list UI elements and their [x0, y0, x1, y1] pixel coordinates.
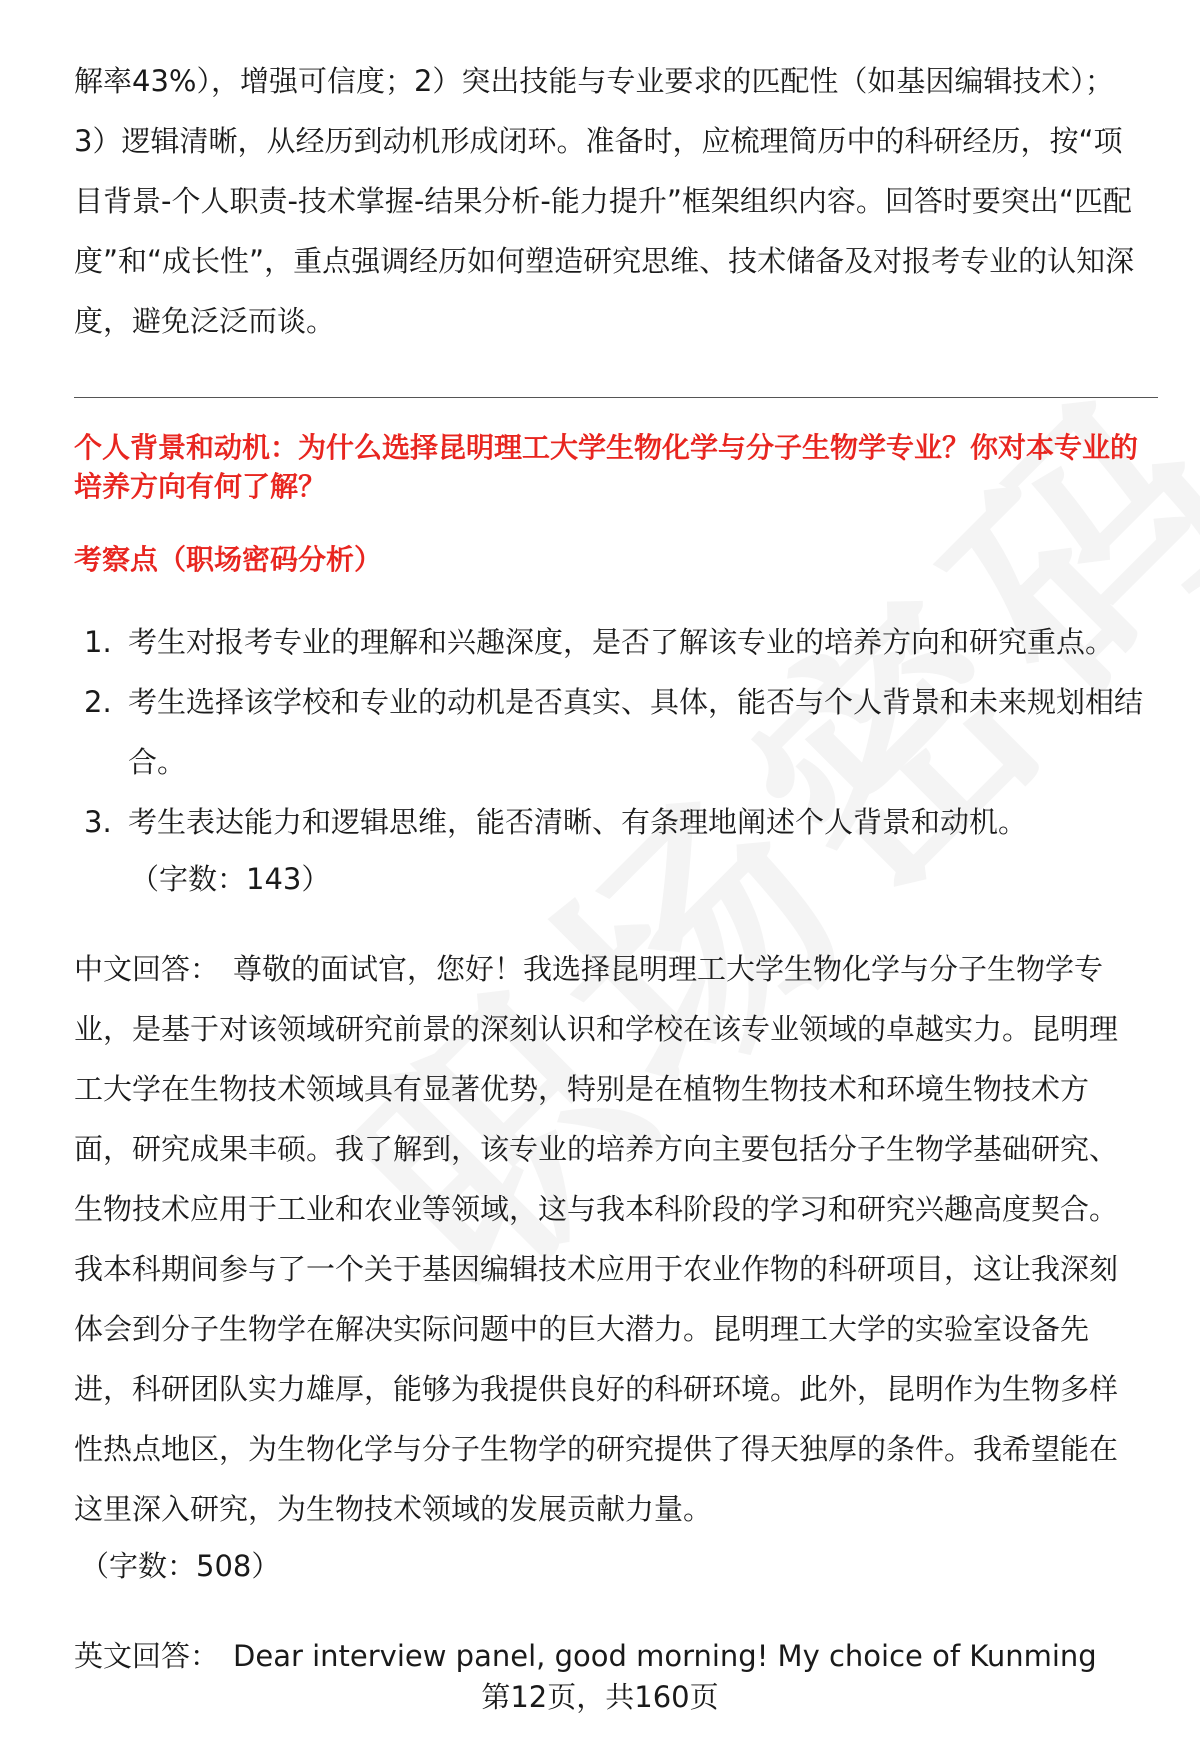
point-number: 2. — [84, 685, 112, 719]
page-footer: 第12页，共160页 — [481, 1680, 719, 1714]
question-heading: 个人背景和动机：为什么选择昆明理工大学生物化学与分子生物学专业？你对本专业的培养方向有何了解？ — [74, 431, 1139, 503]
english-answer-label: 英文回答： — [74, 1639, 220, 1673]
chinese-answer-label: 中文回答： — [74, 952, 220, 986]
point-number: 3. — [84, 805, 112, 839]
assessment-heading: 考察点（职场密码分析） — [74, 543, 383, 576]
assessment-point — [74, 672, 1158, 792]
assessment-word-count: （字数：143） — [130, 862, 331, 896]
point-number: 1. — [84, 625, 112, 659]
english-answer-text: Dear interview panel, good morning! My choice of Kunming — [233, 1639, 1097, 1673]
point-text: 考生对报考专业的理解和兴趣深度，是否了解该专业的培养方向和研究重点。 — [128, 625, 1115, 659]
point-text: 考生选择该学校和专业的动机是否真实、具体，能否与个人背景和未来规划相结合。 — [128, 685, 1144, 779]
chinese-answer — [74, 939, 1144, 1539]
assessment-points — [74, 612, 1158, 852]
point-text: 考生表达能力和逻辑思维，能否清晰、有条理地阐述个人背景和动机。 — [128, 805, 1028, 839]
top-paragraph: 解率43%），增强可信度；2）突出技能与专业要求的匹配性（如基因编辑技术）；3）逻辑清晰，从经历到动机形成闭环。准备时，应梳理简历中的科研经历，按“项目背景-个人职责-技术掌握-结果分析-能力提升”框架组织内容。回答时要突出“匹配度”和“成长性”，重点强调经历如何塑造研究思维、技术储备及对报考专业的认知深度，避免泛泛而谈。 — [74, 64, 1135, 338]
assessment-point — [74, 612, 1158, 672]
chinese-answer-text: 尊敬的面试官，您好！我选择昆明理工大学生物化学与分子生物学专业，是基于对该领域研究前景的深刻认识和学校在该专业领域的卓越实力。昆明理工大学在生物技术领域具有显著优势，特别是在植物生物技术和环境生物技术方面，研究成果丰硕。我了解到，该专业的培养方向主要包括分子生物学基础研究、生物技术应用于工业和农业等领域，这与我本科阶段的学习和研究兴趣高度契合。我本科期间参与了一个关于基因编辑技术应用于农业作物的科研项目，这让我深刻体会到分子生物学在解决实际问题中的巨大潜力。昆明理工大学的实验室设备先进，科研团队实力雄厚，能够为我提供良好的科研环境。此外，昆明作为生物多样性热点地区，为生物化学与分子生物学的研究提供了得天独厚的条件。我希望能在这里深入研究，为生物技术领域的发展贡献力量。 — [74, 952, 1119, 1526]
assessment-point — [74, 792, 1158, 852]
chinese-answer-word-count: （字数：508） — [80, 1549, 281, 1583]
section-divider — [74, 397, 1158, 398]
